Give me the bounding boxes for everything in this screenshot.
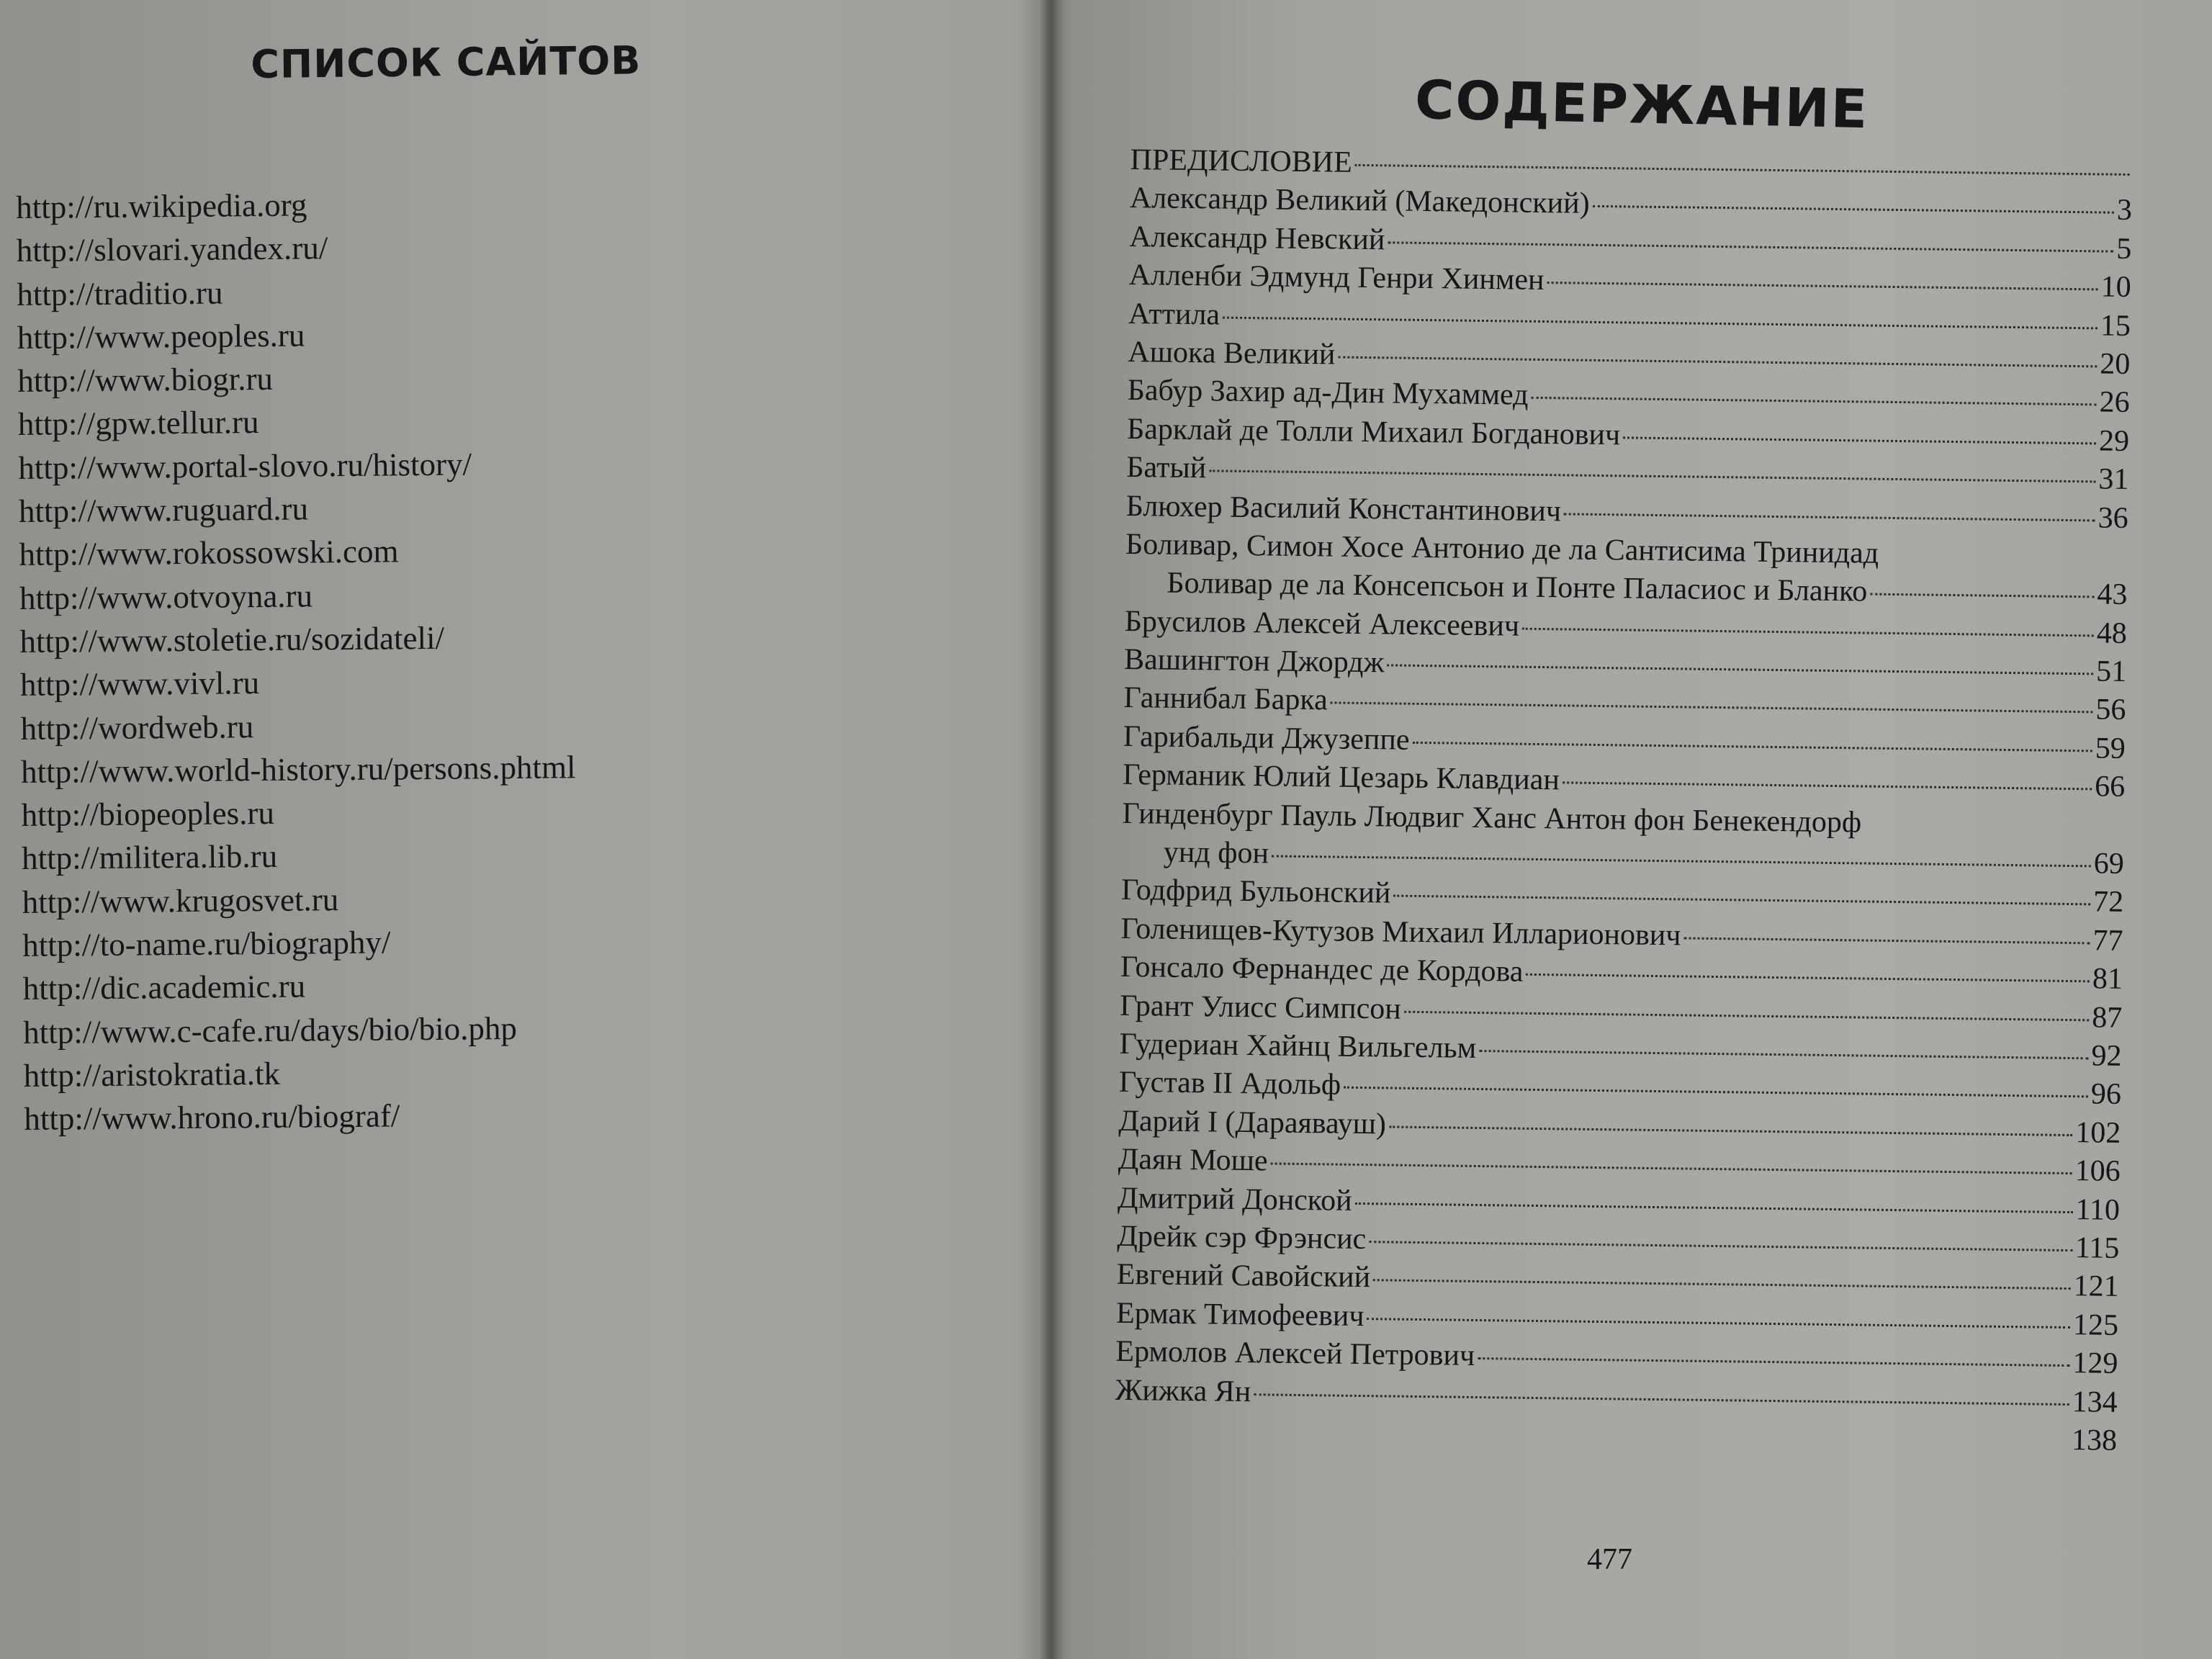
toc-page-number: 36 — [2098, 500, 2128, 535]
dot-leader — [1547, 282, 2098, 290]
dot-leader — [1412, 742, 2092, 752]
dot-leader — [1223, 316, 2098, 329]
book-gutter — [1040, 0, 1064, 1659]
toc-entry-title: Аттила — [1128, 297, 1220, 332]
dot-leader — [1271, 1163, 2072, 1175]
toc-entry-title: Гудериан Хайнц Вильгельм — [1119, 1027, 1477, 1065]
toc-page-number: 29 — [2098, 424, 2130, 458]
toc-entry-title: Жижка Ян — [1115, 1373, 1251, 1408]
site-url: http://militera.lib.ru — [21, 838, 278, 877]
toc-page-number: 10 — [2100, 270, 2131, 305]
toc-entry-title: Вашингтон Джордж — [1123, 643, 1385, 680]
toc-entry-title: Ермолов Алексей Петрович — [1115, 1335, 1475, 1373]
toc-entry-title: Алленби Эдмунд Генри Хинмен — [1128, 258, 1545, 297]
site-list-title: СПИСОК САЙТОВ — [251, 37, 642, 87]
left-page — [0, 0, 1044, 1659]
site-url: http://www.world-history.ru/persons.phtml — [20, 749, 576, 790]
toc-page-number: 26 — [2099, 385, 2130, 420]
dot-leader — [1593, 205, 2114, 214]
toc-entry-title: Брусилов Алексей Алексеевич — [1124, 604, 1520, 643]
toc-entry — [1125, 526, 2128, 615]
site-url: http://aristokratia.tk — [23, 1055, 281, 1094]
dot-leader — [1564, 513, 2095, 521]
table-of-contents — [1115, 141, 2133, 1460]
dot-leader — [1254, 1393, 2069, 1406]
toc-entry-title: Дарий I (Дараявауш) — [1118, 1104, 1387, 1141]
toc-page-number: 125 — [2072, 1308, 2119, 1342]
toc-page-number: 48 — [2096, 616, 2128, 650]
dot-leader — [1522, 627, 2094, 637]
site-url: http://www.c-cafe.ru/days/bio/bio.php — [23, 1010, 518, 1051]
contents-title: СОДЕРЖАНИЕ — [1414, 69, 1870, 141]
site-list — [16, 181, 579, 1141]
site-url: http://www.rokossowski.com — [19, 533, 399, 573]
toc-page-number: 43 — [2097, 577, 2128, 612]
toc-entry-title: Александр Великий (Македонский) — [1129, 181, 1590, 221]
dot-leader — [1355, 1202, 2073, 1213]
toc-entry-title: Боливар, Симон Хосе Антонио де ла Сантисима Тринидад — [1125, 527, 1879, 570]
toc-entry-title: Гинденбург Пауль Людвиг Ханс Антон фон Бенекендорф — [1122, 796, 1862, 840]
toc-entry-title: Дрейк сэр Фрэнсис — [1117, 1219, 1367, 1256]
site-url: http://traditio.ru — [17, 274, 223, 313]
dot-leader — [1272, 855, 2091, 868]
toc-page-number: 59 — [2095, 732, 2126, 765]
dot-leader — [1683, 937, 2090, 944]
dot-leader — [1389, 1125, 2072, 1136]
site-url: http://wordweb.ru — [20, 708, 254, 747]
dot-leader — [1563, 782, 2092, 791]
toc-page-number: 121 — [2073, 1269, 2119, 1304]
toc-entry-title: Евгений Савойский — [1116, 1258, 1371, 1295]
right-page — [1064, 0, 2212, 1659]
toc-entry-title: Батый — [1126, 451, 1207, 485]
dot-leader — [1531, 397, 2096, 406]
toc-page-number: 20 — [2100, 347, 2131, 381]
toc-entry-title: Барклай де Толли Михаил Богданович — [1126, 412, 1621, 452]
dot-leader — [1388, 665, 2094, 675]
dot-leader — [1478, 1357, 2069, 1367]
site-url: http://www.hrono.ru/biograf/ — [24, 1097, 400, 1138]
dot-leader — [1479, 1050, 2088, 1059]
toc-entry-title: Ермак Тимофеевич — [1115, 1296, 1364, 1333]
site-url: http://www.biogr.ru — [17, 361, 274, 400]
toc-page-number: 138 — [2071, 1424, 2118, 1457]
toc-entry-title: Бабур Захир ад-Дин Мухаммед — [1127, 374, 1529, 413]
site-url: http://slovari.yandex.ru/ — [16, 230, 328, 269]
site-url: http://www.stoletie.ru/sozidateli/ — [19, 619, 445, 660]
toc-page-number: 134 — [2072, 1385, 2118, 1419]
site-url: http://www.peoples.ru — [17, 317, 305, 356]
toc-page-number: 81 — [2092, 962, 2123, 997]
toc-page-number: 129 — [2072, 1346, 2118, 1381]
toc-entry-title: Голенищев-Кутузов Михаил Илларионович — [1120, 912, 1681, 953]
toc-page-number: 56 — [2095, 693, 2126, 727]
toc-page-number: 5 — [2116, 232, 2132, 266]
site-url: http://ru.wikipedia.org — [16, 186, 307, 225]
site-url: http://www.vivl.ru — [19, 665, 260, 703]
dot-leader — [1367, 1318, 2070, 1328]
toc-page-number: 15 — [2100, 309, 2131, 343]
toc-entry-title: Ашока Великий — [1128, 335, 1336, 372]
toc-page-number: 115 — [2074, 1231, 2120, 1265]
site-url: http://www.portal-slovo.ru/history/ — [18, 446, 472, 486]
toc-page-number: 31 — [2098, 462, 2129, 497]
dot-leader — [1393, 895, 2090, 906]
toc-entry-title: Гарибальди Джузеппе — [1123, 719, 1410, 757]
site-url: http://to-name.ru/biography/ — [22, 924, 391, 964]
toc-page-number: 106 — [2074, 1154, 2121, 1189]
dot-leader — [1870, 593, 2094, 598]
dot-leader — [1338, 356, 2097, 367]
site-url: http://www.ruguard.ru — [18, 490, 309, 530]
toc-entry-title-continuation: унд фон — [1163, 835, 1269, 871]
dot-leader — [1331, 702, 2093, 714]
site-url: http://dic.academic.ru — [22, 968, 306, 1007]
toc-page-number: 110 — [2075, 1192, 2121, 1227]
site-url: http://gpw.tellur.ru — [17, 404, 259, 443]
dot-leader — [1344, 1087, 2088, 1098]
dot-leader — [1526, 974, 2089, 983]
toc-entry-title: Годфрид Бульонский — [1121, 873, 1391, 910]
toc-page-number: 87 — [2091, 1001, 2123, 1035]
page-number: 477 — [1587, 1543, 1632, 1576]
toc-entry-title: Гонсало Фернандес де Кордова — [1120, 950, 1524, 989]
toc-page-number: 3 — [2116, 194, 2133, 228]
toc-entry-title: Грант Улисс Симпсон — [1120, 989, 1402, 1026]
toc-page-number: 66 — [2094, 770, 2126, 804]
dot-leader — [1388, 241, 2113, 252]
toc-page-number: 102 — [2074, 1115, 2121, 1150]
toc-page-number: 69 — [2093, 847, 2125, 881]
dot-leader — [1355, 164, 2130, 176]
site-url: http://biopeoples.ru — [21, 795, 275, 834]
toc-entry-title: Дмитрий Донской — [1117, 1181, 1352, 1218]
toc-entry-title: ПРЕДИСЛОВИЕ — [1130, 143, 1353, 179]
toc-page-number: 72 — [2092, 885, 2124, 920]
toc-entry-title: Александр Невский — [1129, 220, 1385, 257]
toc-page-number: 77 — [2092, 924, 2123, 958]
toc-entry-title: Германик Юлий Цезарь Клавдиан — [1122, 758, 1560, 797]
toc-entry-title: Блюхер Василий Константинович — [1125, 489, 1562, 528]
toc-entry-title: Густав II Адольф — [1118, 1066, 1341, 1102]
dot-leader — [1623, 436, 2096, 444]
toc-entry-title-continuation: Боливар де ла Консепсьон и Понте Паласиос и Бланко — [1166, 566, 1868, 608]
toc-page-number: 96 — [2090, 1077, 2122, 1112]
site-url: http://www.krugosvet.ru — [22, 881, 339, 920]
dot-leader — [1369, 1241, 2072, 1251]
toc-entry-title: Даян Моше — [1118, 1143, 1268, 1178]
toc-page-number: 51 — [2095, 655, 2127, 689]
dot-leader — [1373, 1280, 2071, 1290]
toc-page-number: 92 — [2091, 1039, 2122, 1073]
toc-entry — [1122, 795, 2125, 884]
dot-leader — [1404, 1010, 2089, 1021]
toc-entry-title: Ганнибал Барка — [1123, 681, 1328, 717]
site-url: http://www.otvoyna.ru — [19, 577, 313, 616]
dot-leader — [1209, 469, 2095, 482]
